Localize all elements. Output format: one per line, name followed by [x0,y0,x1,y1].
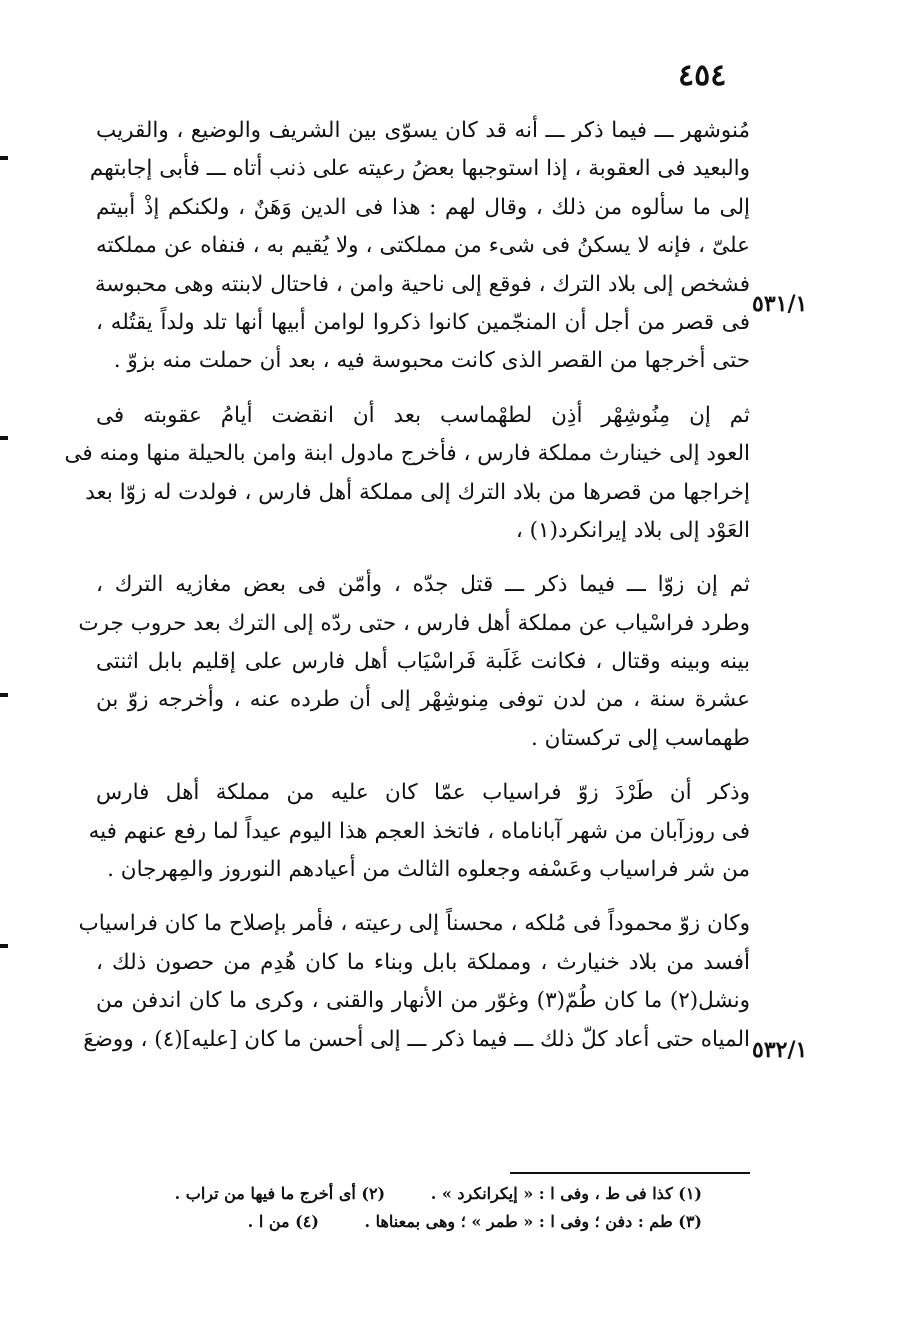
main-text [64,112,750,1075]
page-number: ٤٥٤ [678,58,727,93]
edge-mark [0,156,8,160]
text-line: والبعيد فى العقوبة ، إذا استوجبها بعضُ رعيته على ذنب أتاه ـــ فأبى إجابتهم [89,156,750,182]
edge-mark [0,944,8,948]
footnote-line [96,1208,702,1236]
paragraph-4 [88,774,750,889]
text-line: ثم إن زوّا ـــ فيما ذكر ـــ قتل جدّه ، وأمّن فى بعض مغازيه الترك ، [96,572,750,598]
text-line: حتى أخرجها من القصر الذى كانت محبوسة فيه ، بعد أن حملت منه بزوّ . [113,348,750,374]
footnote-line [96,1180,702,1208]
text-line: العود إلى خينارث مملكة فارس ، فأخرج مادول ابنة وامن بالحيلة منها ومنه فى [64,441,750,467]
text-line: من شر فراسياب وعَسْفه وجعلوه الثالث من أعيادهم النوروز والمِهرجان . [107,857,750,883]
footnote-3: (٣) طم : دفن ؛ وفى ا : « طمر » ؛ وهى بمعناها . [364,1212,702,1231]
text-line: فشخص إلى بلاد الترك ، فوقع إلى ناحية وامن ، فاحتال لابنته وهى محبوسة [94,271,750,297]
text-line: وكان زوّ محموداً فى مُلكه ، محسناً إلى رعيته ، فأمر بإصلاح ما كان فراسياب [78,911,750,937]
text-line: ثم إن مِنُوشِهْر أذِن لطهْماسب بعد أن انقضت أيامُ عقوبته فى [96,402,750,428]
text-line: فى روزآبان من شهر آباناماه ، فاتخذ العجم هذا اليوم عيداً لما رفع عنهم فيه [88,818,750,844]
edge-mark [0,693,8,697]
footnote-2: (٢) أى أخرج ما فيها من تراب . [174,1184,386,1203]
text-line: فى قصر من أجل أن المنجّمين كانوا ذكروا لوامن أبيها أنها تلد ولداً يقتُله ، [96,309,750,335]
text-line: إخراجها من قصرها من بلاد الترك إلى مملكة أهل فارس ، فولدت له زوّا بعد [85,479,750,505]
paragraph-1 [89,112,750,381]
paragraph-3 [78,566,750,758]
text-line: عشرة سنة ، من لدن توفى مِنوشِهْر إلى أن طرده عنه ، وأخرجه زوّ بن [96,687,750,713]
text-line: وذكر أن طَرْدَ زوّ فراسياب عمّا كان عليه من مملكة أهل فارس [96,780,750,806]
text-line: المياه حتى أعاد كلّ ذلك ـــ فيما ذكر ـــ إلى أحسن ما كان [عليه](٤) ، ووضعَ [83,1026,750,1052]
text-line: وطرد فراسْياب عن مملكة أهل فارس ، حتى ردّه إلى الترك بعد حروب جرت [78,610,750,636]
margin-ref-2: ٥٣٢/١ [752,1037,808,1063]
text-line: العَوْد إلى بلاد إيرانكرد(١) ، [515,517,750,543]
footnote-1: (١) كذا فى ط ، وفى ا : « إيكرانكرد » . [430,1184,702,1203]
text-line: علىّ ، فإنه لا يسكنُ فى شىء من مملكتى ، ولا يُقيم به ، فنفاه عن مملكته [96,233,750,259]
text-line: إلى ما سألوه من ذلك ، وقال لهم : هذا فى الدين وَهَنٌ ، ولكنكم إذْ أبيتم [96,194,750,220]
paragraph-2 [64,397,750,551]
footnote-4: (٤) من ا . [247,1212,319,1231]
footnote-divider [510,1172,750,1174]
text-line: بينه وبينه وقتال ، فكانت غَلَبة فَراسْيَاب أهل فارس على إقليم بابل اثنتى [96,649,750,675]
edge-mark [0,436,8,440]
text-line: أفسد من بلاد خنيارث ، ومملكة بابل وبناء ما كان هُدِم من حصون ذلك ، [96,949,750,975]
text-line: مُنوشهر ـــ فيما ذكر ـــ أنه قد كان يسوّى بين الشريف والوضيع ، والقريب [96,118,750,143]
margin-ref-1: ٥٣١/١ [752,291,808,317]
text-line: طهماسب إلى تركستان . [531,725,750,751]
text-line: ونشل(٢) ما كان طُمّ(٣) وغوّر من الأنهار والقنى ، وكرى ما كان اندفن من [96,988,750,1014]
footnotes [96,1180,702,1236]
paragraph-5 [78,905,750,1059]
